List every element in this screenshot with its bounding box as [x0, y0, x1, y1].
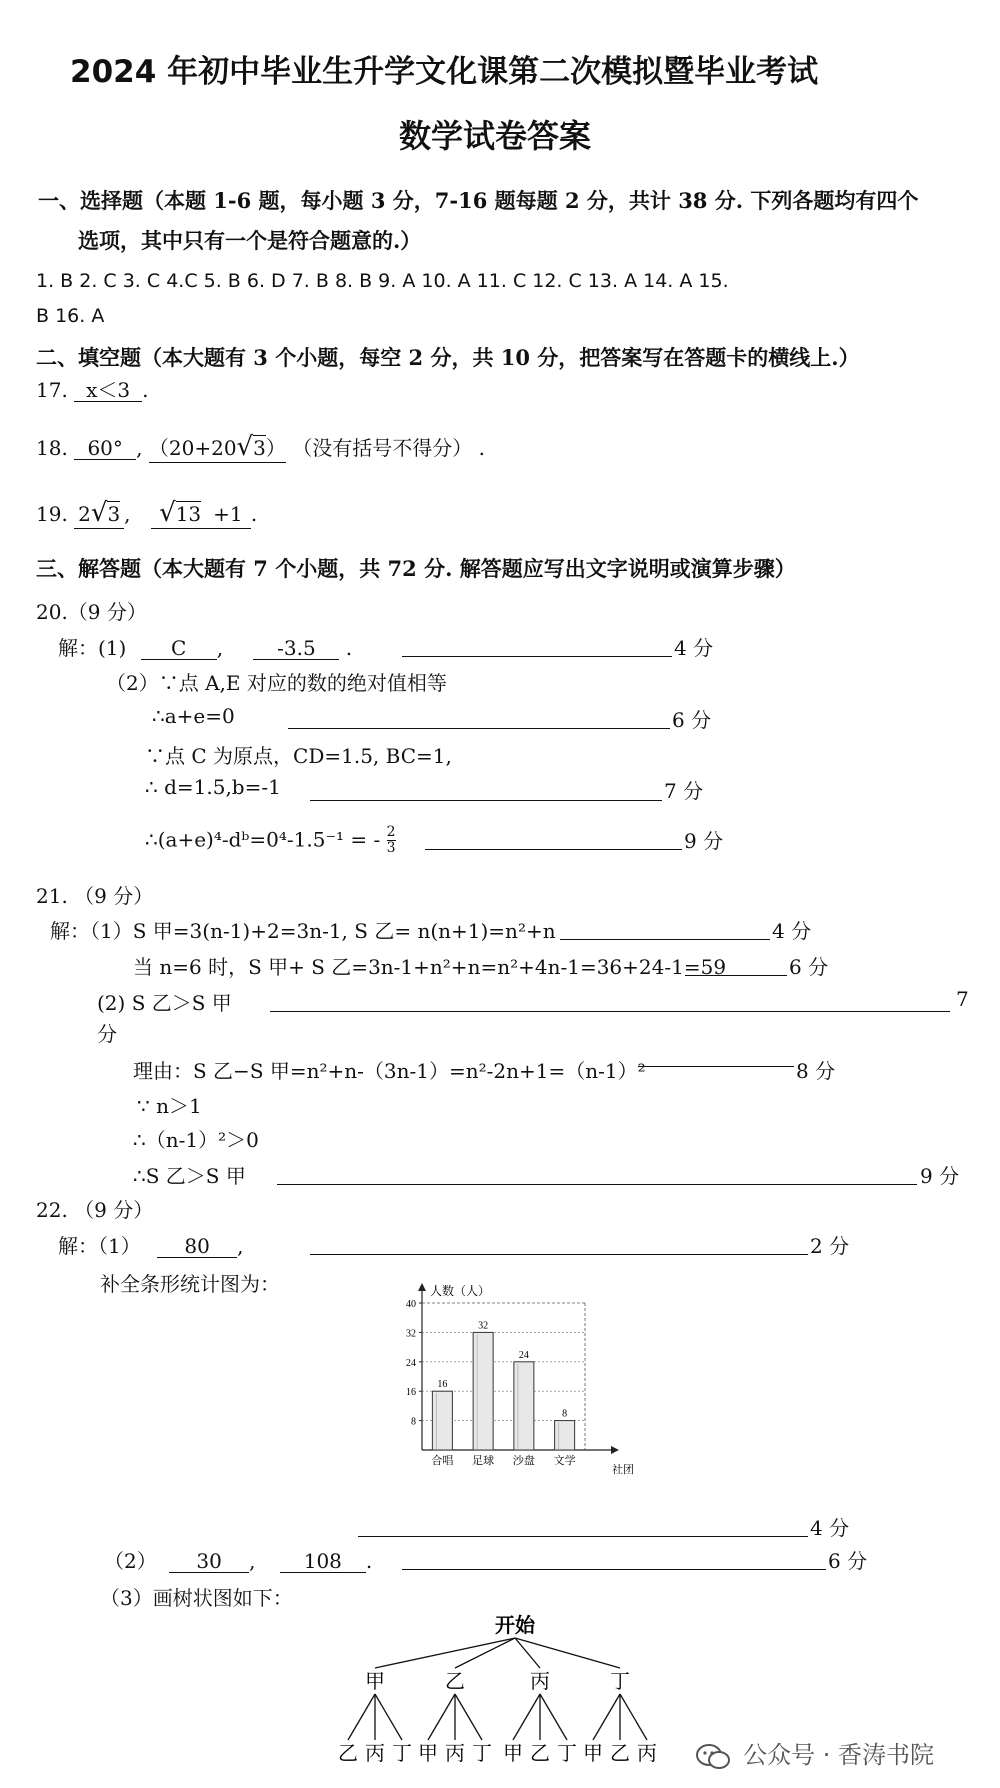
q20-score-2: 6 分: [672, 708, 712, 732]
chart-data-label: 16: [437, 1379, 448, 1391]
chart-tick-label: 24: [406, 1357, 416, 1369]
tree-edge: [593, 1694, 620, 1740]
chart-tick-label: 16: [406, 1387, 416, 1399]
tree-leaf-node: 甲: [503, 1741, 523, 1765]
chart-category-label: 文学: [553, 1455, 576, 1467]
q21-line6: ∴（n-1）²＞0: [133, 1128, 259, 1152]
choice-answers-line1: 1. B 2. C 3. C 4.C 5. B 6. D 7. B 8. B 9. A 10. A 11. C 12. C 13. A 14. A 15.: [36, 270, 729, 292]
q18-answer2: （20+20√3）: [148, 432, 286, 462]
q22-line1: 解：（1） 80 ,: [58, 1234, 244, 1258]
chart-tick-label: 32: [406, 1328, 416, 1340]
q22-line2: 补全条形统计图为：: [100, 1272, 280, 1296]
tree-edge: [513, 1694, 540, 1740]
q20-line1: 解：(1) C , -3.5 .: [58, 636, 353, 660]
tree-edge: [375, 1694, 402, 1740]
q18: 18. 60° , （20+20√3） （没有括号不得分） .: [36, 432, 485, 462]
section1-heading-cont: 选项，其中只有一个是符合题意的.）: [78, 228, 422, 253]
q20-score-3: 7 分: [664, 779, 704, 803]
q22-line4: （2） 30 , 108 .: [104, 1549, 373, 1573]
q20-line5: ∴ d=1.5,b=-1: [145, 775, 281, 799]
bar-chart: [380, 1275, 640, 1480]
tree-leaf-node: 丙: [637, 1741, 657, 1765]
tree-edge: [428, 1694, 455, 1740]
q20-score-4: 9 分: [684, 829, 724, 853]
page-subtitle: 数学试卷答案: [399, 117, 592, 155]
q21-number: 21. （9 分）: [36, 884, 154, 908]
section3-heading: 三、解答题（本大题有 7 个小题，共 72 分. 解答题应写出文字说明或演算步骤）: [36, 556, 796, 581]
q21-score-3: 7: [956, 987, 969, 1011]
tree-edge: [455, 1638, 515, 1668]
wechat-icon: [696, 1743, 730, 1775]
page-title: 2024 年初中毕业生升学文化课第二次模拟暨毕业考试: [70, 54, 819, 90]
q20-score-1: 4 分: [674, 636, 714, 660]
q19-answer1: 2√3: [74, 499, 124, 529]
q21-line3: (2) S 乙＞S 甲: [97, 991, 232, 1015]
q21-rule-3: [270, 1011, 950, 1012]
chart-y-arrow: [418, 1283, 426, 1291]
tree-leaf-node: 丙: [445, 1741, 465, 1765]
chart-bar: [514, 1362, 534, 1450]
tree-branch-node: 甲: [365, 1669, 385, 1693]
choice-answers-line2: B 16. A: [36, 305, 105, 327]
q22-answer-2a: 30: [169, 1550, 249, 1573]
q18-answer1: 60°: [74, 437, 136, 460]
q20-answer-b: -3.5: [253, 637, 339, 660]
chart-bar: [473, 1332, 493, 1450]
chart-xlabel: 社团: [612, 1464, 634, 1476]
q21-score-1: 4 分: [772, 919, 812, 943]
tree-leaf-node: 丁: [392, 1741, 412, 1765]
q22-answer-1: 80: [157, 1235, 237, 1258]
q22-rule-3: [402, 1569, 826, 1570]
tree-edge: [455, 1694, 482, 1740]
q21-line4: 理由：S 乙−S 甲=n²+n-（3n-1）=n²-2n+1=（n-1）²: [133, 1059, 646, 1083]
section2-heading: 二、填空题（本大题有 3 个小题，每空 2 分，共 10 分，把答案写在答题卡的横线上.）: [36, 345, 860, 370]
q21-rule-5: [277, 1184, 917, 1185]
q22-score-1: 2 分: [810, 1234, 850, 1258]
chart-data-label: 8: [562, 1408, 568, 1420]
watermark: 公众号 · 香涛书院: [696, 1735, 934, 1775]
tree-edge: [515, 1638, 620, 1668]
section1-heading: 一、选择题（本题 1-6 题，每小题 3 分，7-16 题每题 2 分，共计 38 分. 下列各题均有四个: [38, 188, 919, 213]
q19: 19. 2√3 , √13 +1 .: [36, 498, 258, 528]
chart-bar: [432, 1391, 452, 1450]
tree-leaf-node: 甲: [583, 1741, 603, 1765]
tree-edge: [375, 1638, 515, 1668]
chart-tick-label: 8: [411, 1416, 416, 1428]
chart-category-label: 沙盘: [512, 1455, 535, 1467]
q17: 17. x＜3 .: [36, 378, 149, 402]
q20-number: 20.（9 分）: [36, 600, 147, 624]
tree-diagram: [330, 1610, 700, 1788]
q21-rule-2: [685, 975, 787, 976]
tree-branch-node: 乙: [445, 1669, 465, 1693]
q22-score-3: 6 分: [828, 1549, 868, 1573]
tree-edge: [620, 1694, 647, 1740]
tree-edge: [515, 1638, 540, 1668]
q20-line2: （2）∵点 A,E 对应的数的绝对值相等: [106, 671, 447, 695]
chart-ylabel: 人数（人）: [430, 1284, 491, 1298]
q20-line3: ∴a+e=0: [152, 704, 235, 728]
q22-number: 22. （9 分）: [36, 1198, 154, 1222]
tree-leaf-node: 乙: [610, 1741, 630, 1765]
tree-leaf-node: 丙: [365, 1741, 385, 1765]
q17-number: 17.: [36, 378, 68, 402]
q21-rule-1: [560, 939, 770, 940]
chart-category-label: 足球: [472, 1455, 495, 1467]
tree-edge: [348, 1694, 375, 1740]
q21-score-2: 6 分: [789, 955, 829, 979]
q19-number: 19.: [36, 502, 68, 526]
q20-rule-3: [310, 800, 662, 801]
q22-line5: （3）画树状图如下：: [100, 1586, 293, 1610]
q20-line4: ∵点 C 为原点，CD=1.5, BC=1,: [145, 744, 452, 768]
q20-rule-1: [402, 656, 672, 657]
chart-data-label: 24: [518, 1349, 529, 1361]
tree-leaf-node: 乙: [530, 1741, 550, 1765]
q21-line7: ∴S 乙＞S 甲: [133, 1164, 246, 1188]
q21-score-5: 9 分: [920, 1164, 960, 1188]
q19-answer2: √13 +1: [151, 499, 251, 529]
q22-score-2: 4 分: [810, 1516, 850, 1540]
tree-branch-node: 丁: [610, 1669, 630, 1693]
tree-root: 开始: [495, 1613, 535, 1637]
q21-line1: 解：（1）S 甲=3(n-1)+2=3n-1, S 乙= n(n+1)=n²+n: [50, 919, 556, 943]
q20-rule-4: [425, 849, 682, 850]
chart-category-label: 合唱: [431, 1455, 454, 1467]
q21-score-3-unit: 分: [97, 1022, 117, 1046]
tree-leaf-node: 乙: [338, 1741, 358, 1765]
q21-rule-4: [638, 1066, 794, 1067]
q20-answer-a: C: [141, 637, 217, 660]
q18-number: 18.: [36, 436, 68, 460]
q17-answer: x＜3: [74, 379, 142, 402]
chart-data-label: 32: [478, 1320, 489, 1332]
chart-tick-label: 40: [406, 1299, 416, 1310]
tree-leaf-node: 丁: [472, 1741, 492, 1765]
q21-score-4: 8 分: [796, 1059, 836, 1083]
q21-line5: ∵ n＞1: [137, 1094, 202, 1118]
chart-bar: [555, 1421, 575, 1450]
tree-edge: [540, 1694, 567, 1740]
q20-rule-2: [288, 728, 670, 729]
q22-rule-2: [358, 1536, 808, 1537]
q21-line2: 当 n=6 时，S 甲+ S 乙=3n-1+n²+n=n²+4n-1=36+24-1=59: [133, 955, 727, 979]
tree-branch-node: 丙: [530, 1669, 550, 1693]
q20-line6: ∴(a+e)⁴-dᵇ=0⁴-1.5⁻¹ = - $\frac{2}{3}$: [145, 824, 396, 857]
tree-leaf-node: 丁: [557, 1741, 577, 1765]
tree-leaf-node: 甲: [418, 1741, 438, 1765]
q22-answer-2b: 108: [280, 1550, 366, 1573]
chart-x-arrow: [611, 1446, 619, 1454]
q22-rule-1: [310, 1254, 808, 1255]
q18-note: （没有括号不得分） .: [292, 436, 485, 460]
